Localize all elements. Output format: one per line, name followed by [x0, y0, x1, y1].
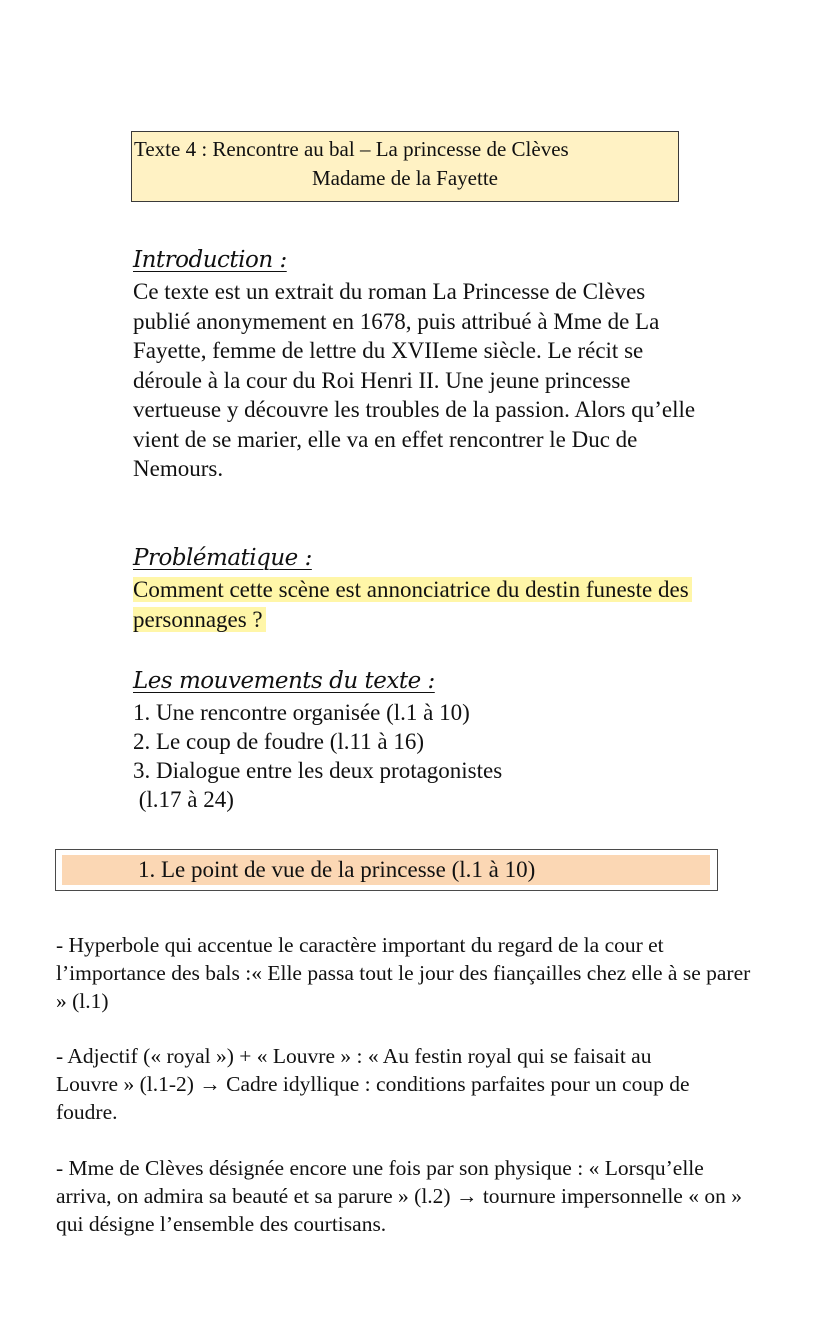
document-author: Madame de la Fayette	[311, 166, 498, 190]
list-item: 2. Le coup de foudre (l.11 à 16)	[133, 729, 425, 754]
document-title-box	[131, 131, 679, 202]
list-item: (l.17 à 24)	[133, 787, 234, 812]
section-title: 1. Le point de vue de la princesse (l.1 à 10)	[138, 857, 536, 882]
problematique-paragraph	[133, 575, 698, 634]
section-title-box	[55, 849, 718, 891]
list-item: 3. Dialogue entre les deux protagonistes	[133, 758, 503, 783]
problematique-section	[133, 543, 713, 634]
analysis-paragraph-3: - Mme de Clèves désignée encore une fois par son physique : « Lorsqu’elle arriva, on admira sa beauté et sa parure » (l.2) → tournure impersonnelle « on » qui désigne l’ensemble des courtisans.	[56, 1156, 742, 1236]
list-item: 1. Une rencontre organisée (l.1 à 10)	[133, 700, 470, 725]
analysis-paragraph-2: - Adjectif (« royal ») + « Louvre » : « Au festin royal qui se faisait au Louvre » (l.1-2) → Cadre idyllique : conditions parfaites pour un coup de foudre.	[56, 1044, 690, 1124]
problematique-text: Comment cette scène est annonciatrice du destin funeste des personnages ?	[133, 577, 692, 632]
introduction-section	[133, 245, 713, 484]
document-title: Texte 4 : Rencontre au bal – La princesse de Clèves	[134, 137, 569, 161]
introduction-text: Ce texte est un extrait du roman La Princesse de Clèves publié anonymement en 1678, puis attribué à Mme de La Fayette, femme de lettre du XVIIeme siècle. Le récit se déroule à la cour du Roi Henri II. Une jeune princesse vertueuse y découvre les troubles de la passion. Alors qu’elle vient de se marier, elle va en effet rencontrer le Duc de Nemours.	[133, 279, 696, 481]
mouvements-list	[133, 698, 713, 814]
problematique-heading: Problématique :	[133, 545, 312, 571]
mouvements-heading: Les mouvements du texte :	[133, 668, 435, 694]
analysis-paragraph-1: - Hyperbole qui accentue le caractère important du regard de la cour et l’importance des bals :« Elle passa tout le jour des fiançailles chez elle à se parer » (l.1)	[56, 933, 751, 1013]
mouvements-section	[133, 666, 713, 814]
introduction-heading: Introduction :	[133, 247, 287, 273]
